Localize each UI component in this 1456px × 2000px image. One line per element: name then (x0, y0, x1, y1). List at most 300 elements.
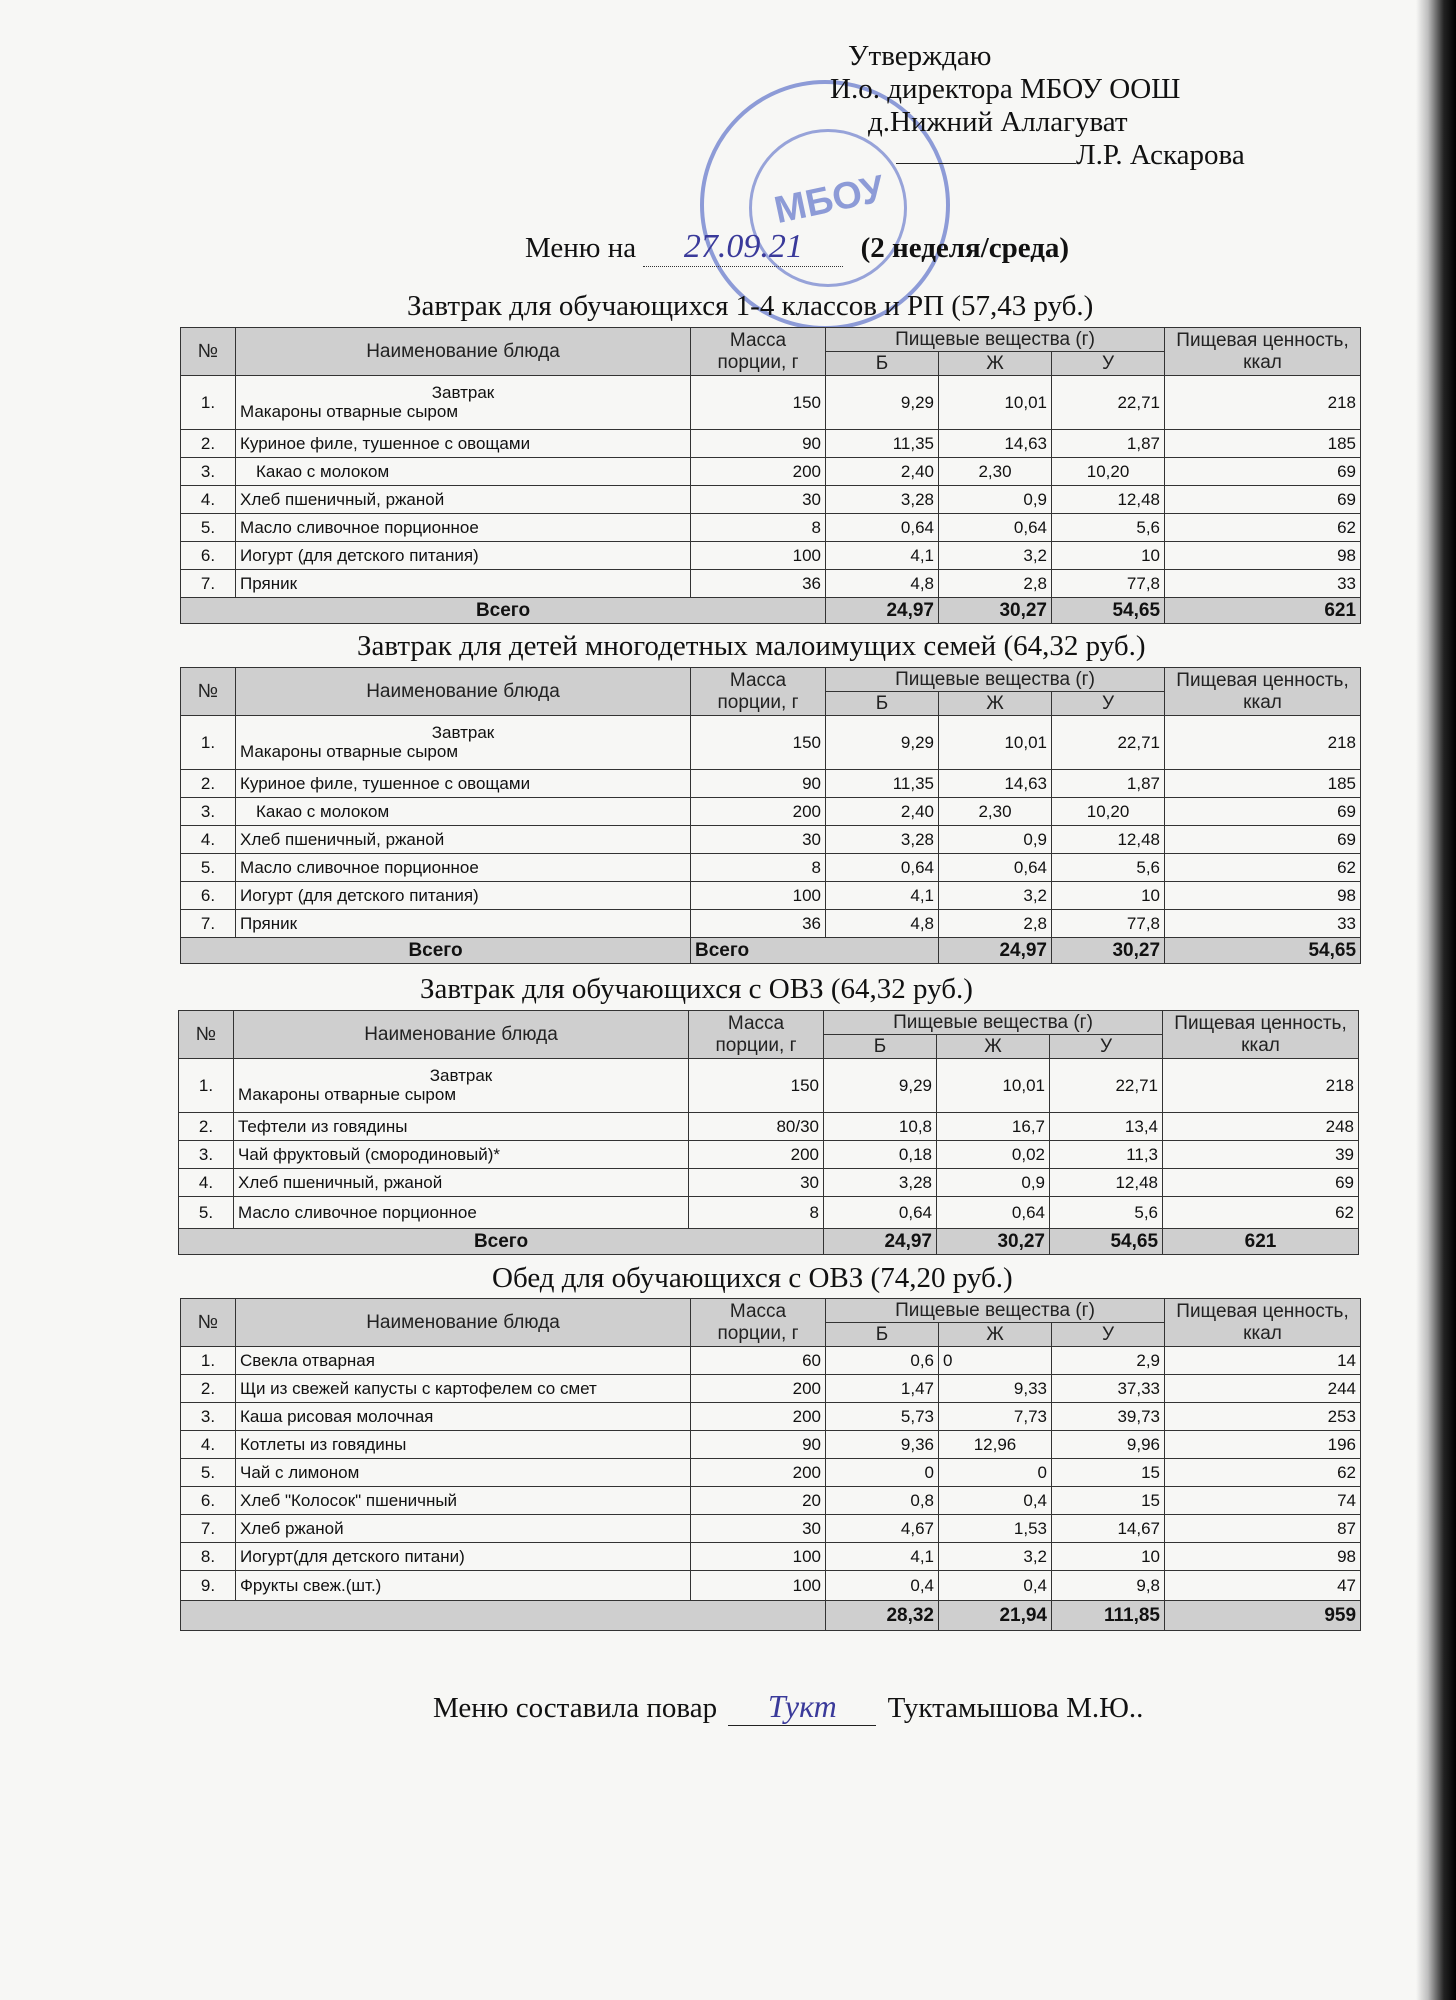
cook-name: Туктамышова М.Ю.. (887, 1692, 1144, 1724)
table-row (181, 910, 1361, 938)
table-row (181, 1459, 1361, 1487)
table-cell: 33 (1165, 570, 1361, 598)
table-cell: 7. (181, 1515, 236, 1543)
table-cell: 87 (1165, 1515, 1361, 1543)
table-cell: 100 (691, 1543, 826, 1571)
total-row (181, 598, 1361, 624)
table-3-title: Завтрак для обучающихся с ОВЗ (64,32 руб.) (420, 973, 973, 1005)
column-header: Пищевые вещества (г) (826, 1299, 1165, 1323)
table-cell: 200 (691, 1403, 826, 1431)
table-cell: 621 (1163, 1229, 1359, 1255)
column-header: Пищевая ценность, ккал (1165, 668, 1361, 716)
approval-block (810, 40, 1245, 172)
table-row (181, 854, 1361, 882)
table-cell: 69 (1165, 458, 1361, 486)
table-cell: 62 (1165, 854, 1361, 882)
table-cell: 1. (179, 1059, 234, 1113)
table-cell: 0,18 (824, 1141, 937, 1169)
table-cell: 0,64 (826, 854, 939, 882)
table-cell: 5,6 (1050, 1197, 1163, 1229)
total-row (181, 1601, 1361, 1631)
table-cell: 60 (691, 1347, 826, 1375)
table-cell: 4. (181, 486, 236, 514)
table-cell: 9,8 (1052, 1571, 1165, 1601)
table-cell: 200 (691, 1375, 826, 1403)
table-cell: 244 (1165, 1375, 1361, 1403)
table-cell: 98 (1165, 542, 1361, 570)
table-cell: 10,20 (1052, 458, 1165, 486)
table-cell: 4. (179, 1169, 234, 1197)
table-cell: 4,1 (826, 542, 939, 570)
column-header: Пищевая ценность, ккал (1165, 328, 1361, 376)
table-row (181, 430, 1361, 458)
menu-table-4 (180, 1298, 1361, 1631)
table-cell: Чай фруктовый (смородиновый)* (234, 1141, 689, 1169)
table-cell: 1. (181, 376, 236, 430)
menu-week: (2 неделя/среда) (860, 232, 1070, 264)
menu-date-prefix: Меню на (525, 232, 637, 264)
table-cell: 1. (181, 716, 236, 770)
column-header: Наименование блюда (236, 1299, 691, 1347)
table-cell: 5,73 (826, 1403, 939, 1431)
table-row (181, 1543, 1361, 1571)
table-row (181, 826, 1361, 854)
table-cell: 3,2 (939, 1543, 1052, 1571)
table-cell: 30,27 (1052, 938, 1165, 964)
table-cell: 0,64 (939, 514, 1052, 542)
table-cell: 10,01 (937, 1059, 1050, 1113)
footer-label: Меню составила повар (433, 1692, 718, 1724)
table-cell: 24,97 (939, 938, 1052, 964)
table-cell: 90 (691, 1431, 826, 1459)
table-cell: Масло сливочное порционное (236, 514, 691, 542)
table-cell: 3,28 (826, 826, 939, 854)
table-cell: Куриное филе, тушенное с овощами (236, 430, 691, 458)
table-cell: 100 (691, 882, 826, 910)
table-cell: Щи из свежей капусты с картофелем со смет (236, 1375, 691, 1403)
table-cell: 1,87 (1052, 770, 1165, 798)
official-stamp: МБОУ (700, 80, 950, 330)
table-cell: 2,30 (939, 798, 1052, 826)
table-cell: Хлеб "Колосок" пшеничный (236, 1487, 691, 1515)
table-cell: 98 (1165, 882, 1361, 910)
approval-position: И.о. директора МБОУ ООШ (830, 73, 1181, 105)
table-cell: 3. (181, 798, 236, 826)
column-header: Пищевая ценность, ккал (1165, 1299, 1361, 1347)
table-cell: 5. (181, 854, 236, 882)
table-cell: 8 (689, 1197, 824, 1229)
table-cell: 2,9 (1052, 1347, 1165, 1375)
table-cell: 22,71 (1052, 716, 1165, 770)
table-cell: Пряник (236, 910, 691, 938)
table-cell: 4. (181, 1431, 236, 1459)
cook-signature: Тукт (728, 1688, 876, 1726)
table-cell: 11,3 (1050, 1141, 1163, 1169)
table-2-title: Завтрак для детей многодетных малоимущих семей (64,32 руб.) (357, 630, 1146, 662)
table-cell: 185 (1165, 430, 1361, 458)
table-cell: 10,01 (939, 716, 1052, 770)
table-row (179, 1169, 1359, 1197)
table-cell: 12,48 (1052, 826, 1165, 854)
table-row (179, 1059, 1359, 1113)
table-cell: 0,6 (826, 1347, 939, 1375)
table-cell: Пряник (236, 570, 691, 598)
table-cell: 0,4 (939, 1487, 1052, 1515)
table-cell: 54,65 (1165, 938, 1361, 964)
table-cell: 22,71 (1052, 376, 1165, 430)
table-1-title: Завтрак для обучающихся 1-4 классов и РП (57,43 руб.) (407, 290, 1094, 322)
table-cell: 0 (939, 1347, 1052, 1375)
approval-title: Утверждаю (848, 40, 992, 72)
table-cell: 37,33 (1052, 1375, 1165, 1403)
table-cell: 2. (181, 770, 236, 798)
table-cell: Фрукты свеж.(шт.) (236, 1571, 691, 1601)
table-cell: 200 (691, 1459, 826, 1487)
table-cell: 111,85 (1052, 1601, 1165, 1631)
table-cell: Всего (181, 938, 691, 964)
footer-signature (433, 1688, 1143, 1726)
column-header: Б (824, 1035, 937, 1059)
column-header: Наименование блюда (236, 328, 691, 376)
table-cell: 200 (689, 1141, 824, 1169)
table-cell: 5. (181, 514, 236, 542)
table-cell: Куриное филе, тушенное с овощами (236, 770, 691, 798)
table-cell: 0,9 (937, 1169, 1050, 1197)
table-cell: 62 (1165, 514, 1361, 542)
table-cell: 9,29 (826, 376, 939, 430)
column-header: Пищевая ценность, ккал (1163, 1011, 1359, 1059)
column-header: Пищевые вещества (г) (824, 1011, 1163, 1035)
table-cell: 3,2 (939, 882, 1052, 910)
table-row (181, 542, 1361, 570)
table-cell: 10,20 (1052, 798, 1165, 826)
table-cell: 1. (181, 1347, 236, 1375)
table-cell: 2. (179, 1113, 234, 1141)
table-cell: Завтрак Макароны отварные сыром (236, 716, 691, 770)
table-row (181, 1431, 1361, 1459)
table-cell: 9. (181, 1571, 236, 1601)
table-cell: 0,64 (939, 854, 1052, 882)
table-cell: 0,9 (939, 826, 1052, 854)
table-cell: 3. (181, 458, 236, 486)
table-cell: 24,97 (826, 598, 939, 624)
table-row (181, 570, 1361, 598)
table-cell: 69 (1165, 826, 1361, 854)
column-header: Ж (939, 352, 1052, 376)
column-header: Б (826, 692, 939, 716)
table-row (181, 1403, 1361, 1431)
table-cell: 15 (1052, 1487, 1165, 1515)
column-header: У (1052, 692, 1165, 716)
table-cell: 30 (691, 1515, 826, 1543)
table-cell: Всего (179, 1229, 824, 1255)
table-cell: 33 (1165, 910, 1361, 938)
table-cell: 218 (1165, 716, 1361, 770)
table-cell: 959 (1165, 1601, 1361, 1631)
table-row (181, 514, 1361, 542)
table-cell: 1,47 (826, 1375, 939, 1403)
table-cell: 7. (181, 570, 236, 598)
table-cell: 4. (181, 826, 236, 854)
table-cell: 47 (1165, 1571, 1361, 1601)
table-row (181, 486, 1361, 514)
table-cell: 5. (181, 1459, 236, 1487)
total-row (179, 1229, 1359, 1255)
scan-edge (1416, 0, 1456, 2000)
table-row (181, 882, 1361, 910)
menu-date-line (525, 228, 1069, 267)
table-row (181, 770, 1361, 798)
table-cell: 90 (691, 430, 826, 458)
table-cell: 8 (691, 854, 826, 882)
table-cell: Хлеб пшеничный, ржаной (236, 486, 691, 514)
column-header: Масса порции, г (689, 1011, 824, 1059)
table-cell: 100 (691, 542, 826, 570)
table-cell: Какао с молоком (236, 458, 691, 486)
table-cell: 0,64 (826, 514, 939, 542)
table-cell: Хлеб пшеничный, ржаной (236, 826, 691, 854)
table-cell: 11,35 (826, 770, 939, 798)
table-cell: 3,28 (826, 486, 939, 514)
table-cell: 2,8 (939, 570, 1052, 598)
table-row (179, 1197, 1359, 1229)
table-cell: 7. (181, 910, 236, 938)
table-cell: Иогурт (для детского питания) (236, 882, 691, 910)
table-cell: 30,27 (939, 598, 1052, 624)
table-cell: 14,67 (1052, 1515, 1165, 1543)
table-cell: 8 (691, 514, 826, 542)
table-cell: 4,8 (826, 570, 939, 598)
table-cell: 4,1 (826, 1543, 939, 1571)
total-row (181, 938, 1361, 964)
table-cell: 80/30 (689, 1113, 824, 1141)
table-cell: Свекла отварная (236, 1347, 691, 1375)
table-cell: Масло сливочное порционное (236, 854, 691, 882)
table-cell: 10 (1052, 882, 1165, 910)
table-cell: 54,65 (1052, 598, 1165, 624)
table-cell: 0,02 (937, 1141, 1050, 1169)
column-header: Пищевые вещества (г) (826, 328, 1165, 352)
table-cell: 20 (691, 1487, 826, 1515)
table-cell: 8. (181, 1543, 236, 1571)
table-cell: 0,64 (937, 1197, 1050, 1229)
approval-signature-line (810, 139, 1245, 172)
table-cell: 36 (691, 910, 826, 938)
table-cell: 2,30 (939, 458, 1052, 486)
column-header: Наименование блюда (236, 668, 691, 716)
table-cell: 218 (1165, 376, 1361, 430)
table-cell: 5. (179, 1197, 234, 1229)
table-cell: 6. (181, 1487, 236, 1515)
table-cell: 30 (691, 826, 826, 854)
table-cell: Иогурт(для детского питани) (236, 1543, 691, 1571)
table-cell: 4,1 (826, 882, 939, 910)
table-cell: 6. (181, 882, 236, 910)
table-cell: 2. (181, 1375, 236, 1403)
table-cell: Завтрак Макароны отварные сыром (234, 1059, 689, 1113)
table-cell: 0,64 (824, 1197, 937, 1229)
table-cell: 69 (1165, 486, 1361, 514)
column-header: Масса порции, г (691, 328, 826, 376)
table-cell: 10 (1052, 1543, 1165, 1571)
table-cell: 7,73 (939, 1403, 1052, 1431)
table-cell: 3. (179, 1141, 234, 1169)
table-4-title: Обед для обучающихся с ОВЗ (74,20 руб.) (492, 1262, 1013, 1294)
table-cell: 200 (691, 798, 826, 826)
column-header: Масса порции, г (691, 668, 826, 716)
column-header: У (1052, 1323, 1165, 1347)
table-cell: Чай с лимоном (236, 1459, 691, 1487)
table-cell: 621 (1165, 598, 1361, 624)
table-row (181, 376, 1361, 430)
table-cell: 39,73 (1052, 1403, 1165, 1431)
table-cell: 1,87 (1052, 430, 1165, 458)
table-cell: 150 (691, 716, 826, 770)
table-cell: 185 (1165, 770, 1361, 798)
table-cell: 14,63 (939, 430, 1052, 458)
table-cell: 5,6 (1052, 854, 1165, 882)
table-cell: 0 (826, 1459, 939, 1487)
table-cell: Иогурт (для детского питания) (236, 542, 691, 570)
approval-location: д.Нижний Аллагуват (868, 106, 1128, 138)
menu-table-3 (178, 1010, 1359, 1255)
table-cell: 90 (691, 770, 826, 798)
table-cell: 36 (691, 570, 826, 598)
table-cell: 1,53 (939, 1515, 1052, 1543)
column-header: Наименование блюда (234, 1011, 689, 1059)
table-cell: Всего (691, 938, 939, 964)
table-cell: Тефтели из говядины (234, 1113, 689, 1141)
table-cell: 54,65 (1050, 1229, 1163, 1255)
table-cell: 0,8 (826, 1487, 939, 1515)
table-cell: 10,01 (939, 376, 1052, 430)
table-cell: 98 (1165, 1543, 1361, 1571)
menu-table-1 (180, 327, 1361, 624)
table-cell: 4,8 (826, 910, 939, 938)
table-cell: 21,94 (939, 1601, 1052, 1631)
table-cell: 2,8 (939, 910, 1052, 938)
column-header: Б (826, 352, 939, 376)
table-cell: 28,32 (826, 1601, 939, 1631)
table-cell: 22,71 (1050, 1059, 1163, 1113)
table-cell: 3,2 (939, 542, 1052, 570)
column-header: № (181, 668, 236, 716)
table-cell: Всего (181, 598, 826, 624)
approver-name: Л.Р. Аскарова (1076, 139, 1245, 171)
table-cell: 0 (939, 1459, 1052, 1487)
table-cell: 196 (1165, 1431, 1361, 1459)
table-cell: 77,8 (1052, 910, 1165, 938)
column-header: Масса порции, г (691, 1299, 826, 1347)
table-cell: 4,67 (826, 1515, 939, 1543)
table-row (181, 1571, 1361, 1601)
menu-table-2 (180, 667, 1361, 964)
table-cell: Завтрак Макароны отварные сыром (236, 376, 691, 430)
table-cell: 9,29 (824, 1059, 937, 1113)
table-row (181, 716, 1361, 770)
table-row (181, 1347, 1361, 1375)
table-cell: 3. (181, 1403, 236, 1431)
table-cell: 150 (689, 1059, 824, 1113)
table-cell: Какао с молоком (236, 798, 691, 826)
table-cell: Котлеты из говядины (236, 1431, 691, 1459)
table-cell: 5,6 (1052, 514, 1165, 542)
table-cell: 0,4 (939, 1571, 1052, 1601)
column-header: Ж (939, 1323, 1052, 1347)
table-cell: 11,35 (826, 430, 939, 458)
table-cell: 30,27 (937, 1229, 1050, 1255)
table-cell: 69 (1165, 798, 1361, 826)
column-header: У (1052, 352, 1165, 376)
table-cell: 218 (1163, 1059, 1359, 1113)
table-cell: 100 (691, 1571, 826, 1601)
table-cell: 9,96 (1052, 1431, 1165, 1459)
column-header: № (181, 1299, 236, 1347)
table-cell: 12,48 (1050, 1169, 1163, 1197)
table-cell: 200 (691, 458, 826, 486)
table-cell: 248 (1163, 1113, 1359, 1141)
table-cell: 0,9 (939, 486, 1052, 514)
table-cell: 3,28 (824, 1169, 937, 1197)
table-cell: 9,36 (826, 1431, 939, 1459)
table-cell: 77,8 (1052, 570, 1165, 598)
table-cell: 10,8 (824, 1113, 937, 1141)
table-cell: 14 (1165, 1347, 1361, 1375)
table-row (181, 1375, 1361, 1403)
table-row (181, 1487, 1361, 1515)
column-header: Пищевые вещества (г) (826, 668, 1165, 692)
table-row (179, 1141, 1359, 1169)
table-cell: 16,7 (937, 1113, 1050, 1141)
table-cell: 253 (1165, 1403, 1361, 1431)
table-cell: 12,96 (939, 1431, 1052, 1459)
column-header: Б (826, 1323, 939, 1347)
table-cell: 12,48 (1052, 486, 1165, 514)
column-header: Ж (937, 1035, 1050, 1059)
column-header: № (179, 1011, 234, 1059)
table-cell: 13,4 (1050, 1113, 1163, 1141)
table-cell: Хлеб ржаной (236, 1515, 691, 1543)
table-cell: 14,63 (939, 770, 1052, 798)
table-cell: 30 (691, 486, 826, 514)
table-cell: 30 (689, 1169, 824, 1197)
table-cell: 24,97 (824, 1229, 937, 1255)
table-cell: 6. (181, 542, 236, 570)
table-cell (181, 1601, 826, 1631)
table-row (179, 1113, 1359, 1141)
table-cell: 9,29 (826, 716, 939, 770)
table-cell: 2. (181, 430, 236, 458)
column-header: № (181, 328, 236, 376)
menu-date-value: 27.09.21 (643, 228, 843, 267)
column-header: У (1050, 1035, 1163, 1059)
table-cell: 9,33 (939, 1375, 1052, 1403)
table-cell: Масло сливочное порционное (234, 1197, 689, 1229)
table-cell: 150 (691, 376, 826, 430)
table-cell: Хлеб пшеничный, ржаной (234, 1169, 689, 1197)
table-cell: 2,40 (826, 458, 939, 486)
table-cell: 62 (1163, 1197, 1359, 1229)
table-cell: 15 (1052, 1459, 1165, 1487)
table-cell: 39 (1163, 1141, 1359, 1169)
table-cell: 10 (1052, 542, 1165, 570)
table-cell: 0,4 (826, 1571, 939, 1601)
table-row (181, 458, 1361, 486)
table-cell: Каша рисовая молочная (236, 1403, 691, 1431)
column-header: Ж (939, 692, 1052, 716)
table-cell: 69 (1163, 1169, 1359, 1197)
table-cell: 2,40 (826, 798, 939, 826)
